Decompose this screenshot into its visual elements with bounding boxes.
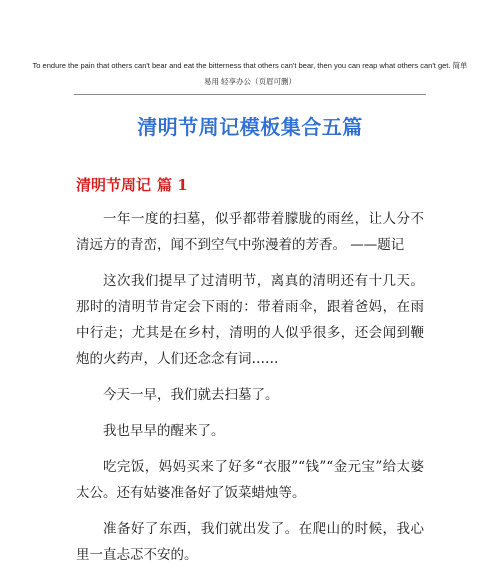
section-part-label: 篇 1 — [157, 176, 188, 194]
paragraph: 准备好了东西，我们就出发了。在爬山的时候，我心里一直忐忑不安的。 — [76, 521, 424, 563]
header-quote: To endure the pain that others can't bear and eat the bitterness that others can't bear, then you can reap what others can't get. — [32, 61, 451, 70]
section-title: 清明节周记 — [76, 176, 152, 194]
paragraph: 一年一度的扫墓，似乎都带着朦胧的雨丝，让人分不清远方的青峦，闻不到空气中弥漫着的芳香。 ——题记 — [76, 211, 424, 253]
paragraph: 我也早早的醒来了。 — [103, 423, 225, 439]
header-tagline: 简单易用 轻享办公（页眉可删） — [203, 61, 468, 86]
header-divider — [74, 94, 426, 95]
paragraph: 这次我们提早了过清明节，离真的清明还有十几天。那时的清明节肯定会下雨的：带着雨伞，跟着爸妈，在雨中行走；尤其是在乡村，清明的人似乎很多，还会闻到鞭炮的火药声，人们还念念有词…… — [76, 273, 424, 367]
document-body — [76, 206, 424, 578]
paragraph: 今天一早，我们就去扫墓了。 — [103, 387, 279, 403]
section-heading — [76, 174, 188, 196]
document-title: 清明节周记模板集合五篇 — [137, 115, 363, 139]
paragraph: 吃完饭，妈妈买来了好多“衣服”“钱”“金元宝”给太婆太公。还有姑婆准备好了饭菜蜡烛等。 — [76, 459, 424, 501]
page-header — [30, 58, 470, 90]
